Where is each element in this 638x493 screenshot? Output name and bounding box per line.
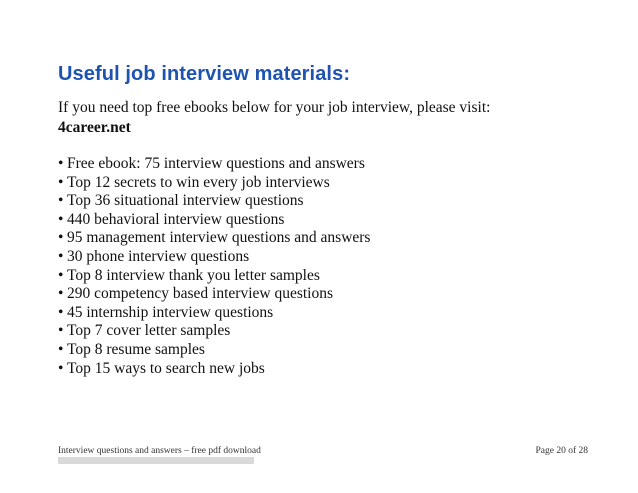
site-link-text: 4career.net — [58, 119, 131, 136]
list-item — [58, 192, 370, 211]
bullet-icon: • — [58, 229, 64, 247]
list-item — [58, 322, 370, 341]
intro-text: If you need top free ebooks below for your job interview, please visit: — [58, 99, 491, 116]
footer-divider — [58, 457, 254, 464]
bullet-icon: • — [58, 285, 64, 303]
bullet-icon: • — [58, 340, 64, 358]
list-item — [58, 229, 370, 248]
list-item — [58, 360, 370, 379]
list-item-text: 45 internship interview questions — [67, 303, 274, 321]
list-item — [58, 248, 370, 267]
list-item — [58, 211, 370, 230]
bullet-icon: • — [58, 266, 64, 284]
list-item-text: 95 management interview questions and answers — [67, 229, 371, 247]
bullet-icon: • — [58, 247, 64, 265]
list-item-text: Top 8 interview thank you letter samples — [67, 266, 320, 284]
list-item-text: 290 competency based interview questions — [67, 285, 334, 303]
bullet-icon: • — [58, 359, 64, 377]
bullet-icon: • — [58, 322, 64, 340]
bullet-icon: • — [58, 173, 64, 191]
list-item — [58, 341, 370, 360]
list-item — [58, 174, 370, 193]
bullet-icon: • — [58, 303, 64, 321]
list-item-text: 30 phone interview questions — [67, 247, 250, 265]
list-item-text: Top 7 cover letter samples — [67, 322, 231, 340]
list-item-text: Free ebook: 75 interview questions and answers — [67, 155, 365, 172]
page-number: Page 20 of 28 — [535, 446, 588, 456]
list-item — [58, 267, 370, 286]
list-item — [58, 285, 370, 304]
list-item-text: Top 12 secrets to win every job interviews — [67, 173, 330, 191]
list-item-text: Top 15 ways to search new jobs — [67, 359, 265, 377]
list-item-text: Top 8 resume samples — [67, 340, 205, 358]
page-heading: Useful job interview materials: — [58, 63, 351, 85]
list-item — [58, 155, 370, 174]
list-item-text: Top 36 situational interview questions — [67, 192, 304, 210]
materials-list — [58, 155, 370, 378]
bullet-icon: • — [58, 210, 64, 228]
bullet-icon: • — [58, 192, 64, 210]
list-item-text: 440 behavioral interview questions — [67, 210, 285, 228]
footer-caption: Interview questions and answers – free pdf download — [58, 446, 261, 456]
list-item — [58, 304, 370, 323]
bullet-icon: • — [58, 155, 64, 172]
